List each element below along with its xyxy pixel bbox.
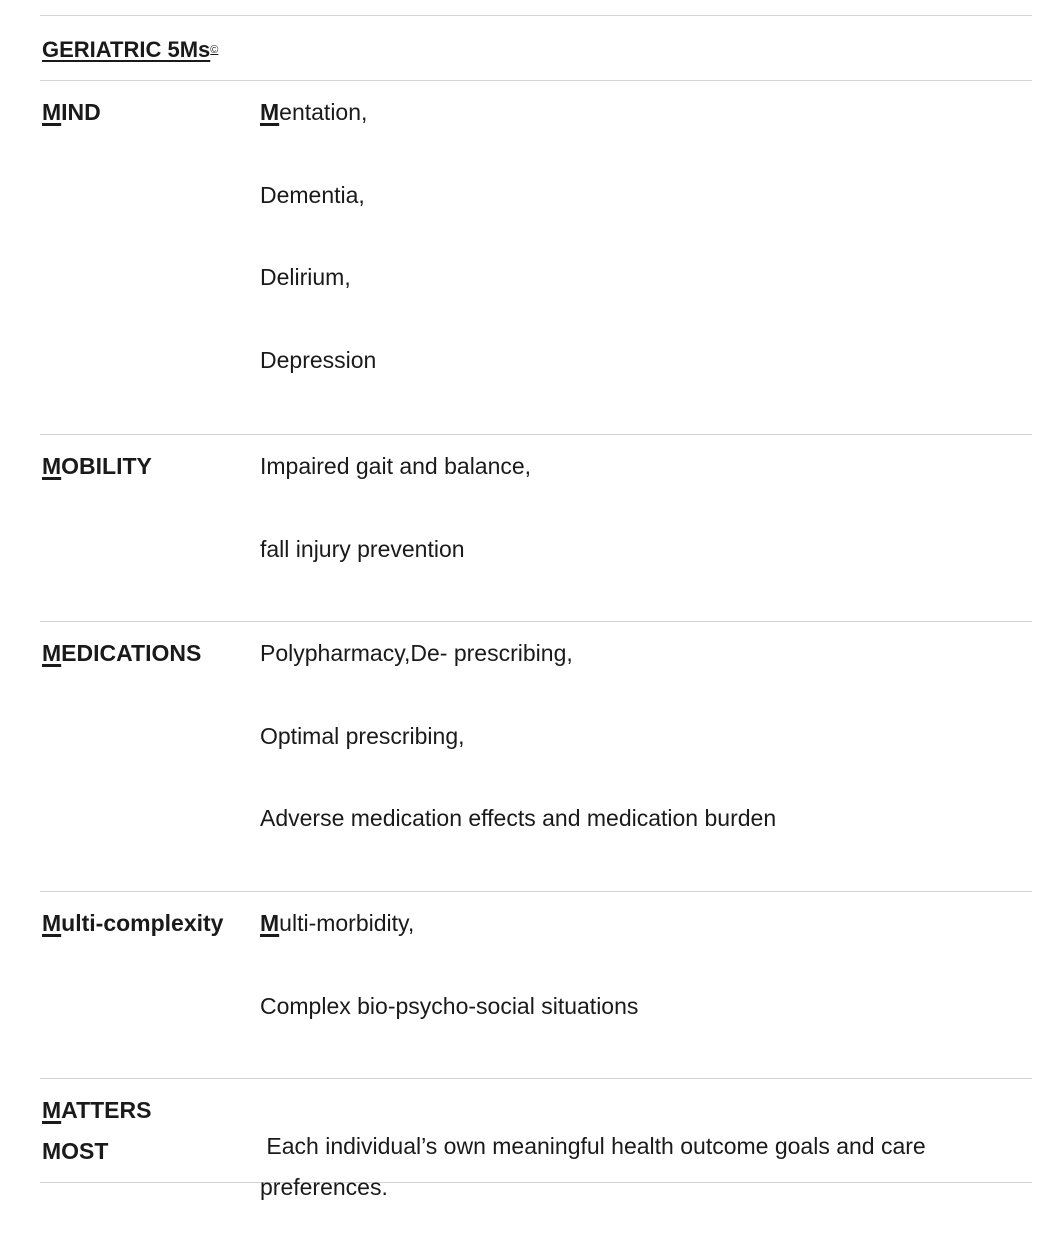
row-label-initial: M: [42, 99, 62, 125]
list-item: [260, 340, 1032, 381]
table-row-medications: [40, 622, 1032, 891]
table-row-multi-complexity: [40, 892, 1032, 1078]
table-row-mobility: [40, 435, 1032, 621]
item-text: Each individual’s own meaningful health outcome goals and care preferences.: [260, 1133, 933, 1200]
list-item: [260, 903, 1032, 944]
row-label-initial: M: [42, 910, 62, 936]
item-text: Optimal prescribing,: [260, 722, 465, 749]
row-label-medications: [42, 633, 201, 674]
list-item: [260, 446, 1032, 487]
row-label-rest: EDICATIONS: [61, 640, 202, 666]
list-item: [260, 716, 1032, 757]
row-items-multi-complexity: [260, 903, 1032, 1027]
list-item: [260, 986, 1032, 1027]
row-label-rest: ATTERS: [61, 1097, 152, 1123]
row-items-medications: [260, 633, 1032, 839]
item-text: Dementia,: [260, 181, 365, 208]
row-label-initial: M: [42, 640, 62, 666]
row-items-mind: [260, 92, 1032, 381]
item-text: Adverse medication effects and medication burden: [260, 805, 777, 831]
row-label-rest: OBILITY: [61, 453, 152, 479]
item-text: Depression: [260, 346, 377, 373]
item-text: Polypharmacy,De- prescribing,: [260, 640, 573, 666]
list-item: [260, 798, 1032, 839]
row-label-rest: ulti-complexity: [61, 910, 224, 936]
row-label-initial: M: [42, 1097, 62, 1123]
list-item: [260, 257, 1032, 298]
table-title: [42, 37, 218, 63]
item-text: Complex bio-psycho-social situations: [260, 992, 639, 1019]
item-initial: M: [260, 99, 280, 125]
table-row-mind: [40, 81, 1032, 434]
row-label-mind: [42, 92, 101, 133]
row-label-matters-most: [42, 1090, 151, 1172]
list-item: [260, 175, 1032, 216]
table-title-row: [40, 16, 1032, 80]
row-label-rest: IND: [61, 99, 101, 125]
item-text: fall injury prevention: [260, 535, 465, 562]
row-label-initial: M: [42, 453, 62, 479]
list-item: [260, 1126, 1032, 1208]
item-initial: M: [260, 910, 280, 936]
item-text: ulti-morbidity,: [279, 910, 415, 936]
row-items-matters-most: [260, 1090, 1032, 1244]
row-label-line2: MOST: [42, 1138, 109, 1164]
item-text: entation,: [279, 99, 368, 125]
list-item: [260, 529, 1032, 570]
item-text: Delirium,: [260, 264, 351, 290]
copyright-mark: ©: [210, 44, 219, 56]
list-item: [260, 633, 1032, 674]
list-item: [260, 92, 1032, 133]
row-label-mobility: [42, 446, 152, 487]
row-label-multi-complexity: [42, 903, 223, 944]
item-text: Impaired gait and balance,: [260, 453, 532, 479]
table-title-text: GERIATRIC 5Ms: [42, 37, 211, 62]
geriatric-5ms-table: [40, 15, 1032, 1200]
row-items-mobility: [260, 446, 1032, 570]
table-row-matters-most: [40, 1079, 1032, 1200]
